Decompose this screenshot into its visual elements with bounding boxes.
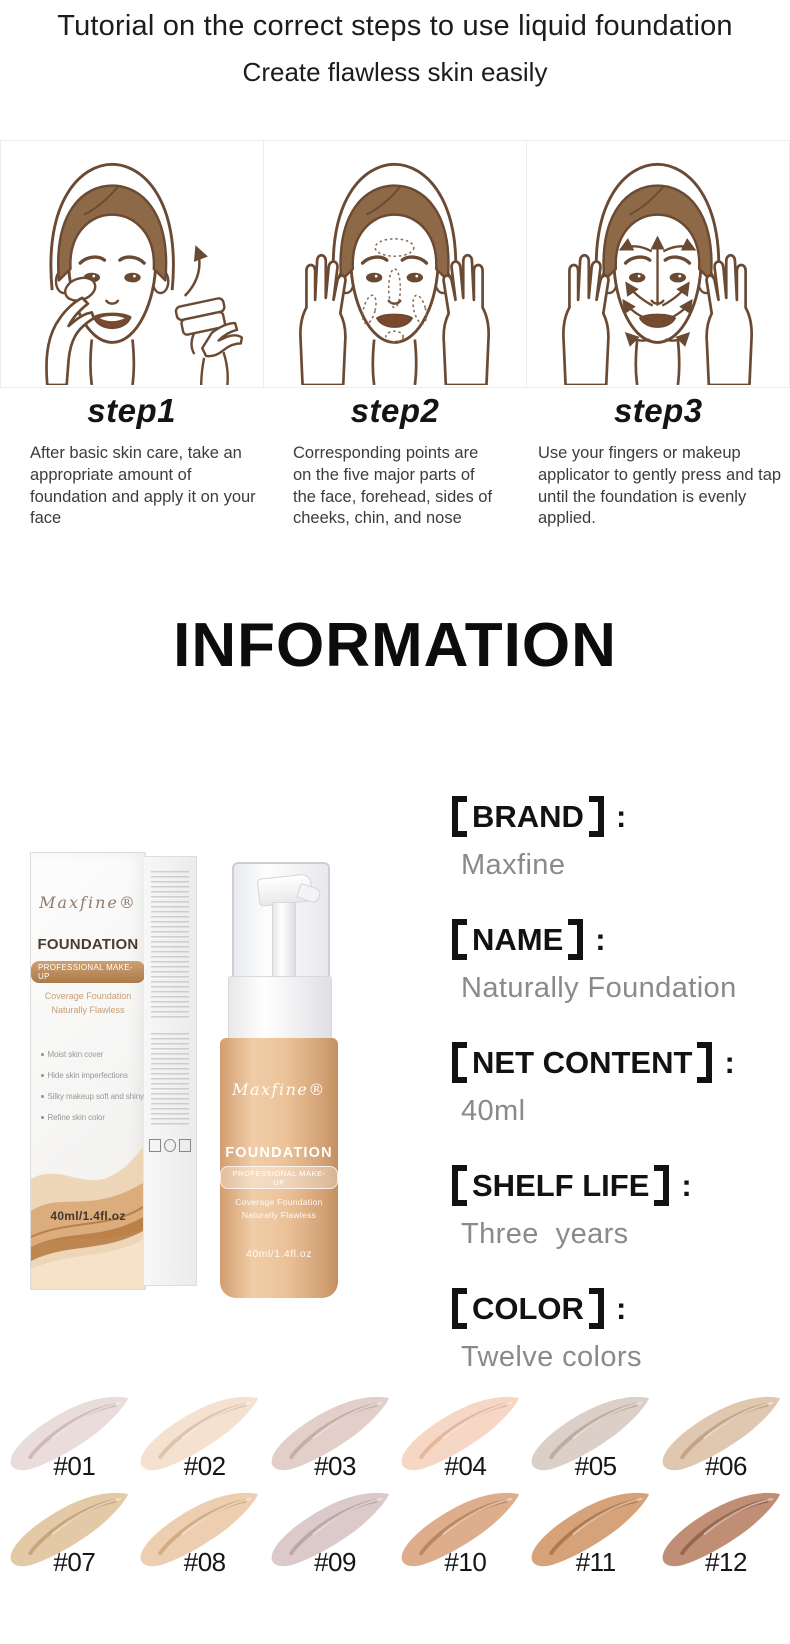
bracket-right <box>654 1165 669 1206</box>
bracket-left <box>452 1165 467 1206</box>
box-title: FOUNDATION <box>37 936 139 953</box>
shade-label: #03 <box>314 1451 356 1481</box>
bracket-left <box>452 1042 467 1083</box>
shade-swatch <box>395 1484 525 1580</box>
field-label: NET CONTENT <box>472 1044 693 1080</box>
step3-figure <box>526 140 790 388</box>
shade-swatch <box>4 1388 134 1484</box>
bottle-body <box>220 1038 338 1298</box>
shade-swatch <box>525 1484 655 1580</box>
step2-figure <box>263 140 527 388</box>
info-field-brand: BRAND : Maxfine <box>452 796 788 882</box>
bottle-title: FOUNDATION <box>225 1145 333 1161</box>
bottle-volume: 40ml/1.4fl.oz <box>245 1248 313 1260</box>
page-subtitle: Create flawless skin easily <box>242 57 548 87</box>
field-label: SHELF LIFE <box>472 1167 650 1203</box>
field-value: Three years <box>461 1218 629 1250</box>
box-side-text-block <box>151 1033 189 1125</box>
step3-label: step3 <box>613 392 703 429</box>
shade-swatch <box>525 1388 655 1484</box>
box-subtitle-badge: PROFESSIONAL MAKE-UP <box>31 961 145 983</box>
bottle-tagline-1: Coverage Foundation <box>235 1197 323 1207</box>
shade-swatch <box>134 1484 264 1580</box>
box-side-text-block <box>151 871 189 1021</box>
step-descriptions <box>0 443 790 530</box>
box-certification-icons <box>144 1139 196 1152</box>
bottle-pump-stem <box>272 902 296 982</box>
step2-label: step2 <box>350 392 440 429</box>
shade-swatch-row-1 <box>4 1388 786 1484</box>
shade-swatch <box>265 1484 395 1580</box>
step3-illustration <box>530 143 786 385</box>
step1-description: After basic skin care, take an appropriate amount of foundation and apply it on your face <box>30 444 256 528</box>
product-box <box>30 852 146 1290</box>
shade-label: #11 <box>575 1547 616 1577</box>
recycle-icon <box>164 1139 176 1152</box>
shade-swatch <box>4 1484 134 1580</box>
step1-label: step1 <box>87 392 177 429</box>
box-feature: Silky makeup soft and shiny <box>41 1086 145 1107</box>
shade-swatch <box>265 1388 395 1484</box>
bullet-dot-icon <box>41 1053 44 1056</box>
step3-description: Use your fingers or makeup applicator to gently press and tap until the foundation is evenly applied. <box>538 444 782 528</box>
bullet-dot-icon <box>41 1095 44 1098</box>
step2-illustration <box>267 143 523 385</box>
bottle-brand-logo: Maxfine® <box>232 1080 326 1099</box>
shade-swatch <box>656 1484 786 1580</box>
bracket-left <box>452 1288 467 1329</box>
step1-figure <box>0 140 264 388</box>
bracket-left <box>452 796 467 837</box>
box-feature: Moist skin cover <box>41 1044 145 1065</box>
box-feature: Hide skin imperfections <box>41 1065 145 1086</box>
shade-label: #12 <box>705 1547 747 1577</box>
step-labels <box>0 392 790 430</box>
step1-illustration <box>4 143 260 385</box>
period-after-opening-icon <box>179 1139 191 1152</box>
jar-icon <box>149 1139 161 1152</box>
box-feature-list <box>41 1044 145 1128</box>
field-label: BRAND <box>472 798 584 834</box>
shade-swatch <box>134 1388 264 1484</box>
info-field-shelf-life: SHELF LIFE : Three years <box>452 1165 788 1251</box>
shade-label: #06 <box>705 1451 747 1481</box>
field-value: Maxfine <box>461 849 566 881</box>
bullet-dot-icon <box>41 1074 44 1077</box>
shade-swatch <box>395 1388 525 1484</box>
page-title: Tutorial on the correct steps to use liquid foundation <box>57 10 733 42</box>
bottle-collar <box>228 976 332 1040</box>
shade-label: #08 <box>183 1547 226 1577</box>
box-volume: 40ml/1.4fl.oz <box>50 1209 126 1223</box>
bracket-right <box>568 919 583 960</box>
shade-swatch-row-2 <box>4 1484 786 1580</box>
shade-label: #01 <box>53 1451 96 1481</box>
field-label: COLOR <box>472 1290 584 1326</box>
field-value: 40ml <box>461 1095 526 1127</box>
product-info-list <box>452 796 788 1411</box>
info-field-name: NAME : Naturally Foundation <box>452 919 788 1005</box>
bracket-right <box>697 1042 712 1083</box>
field-label: NAME <box>472 921 564 957</box>
product-box-side <box>144 856 197 1286</box>
bracket-left <box>452 919 467 960</box>
info-field-net-content: NET CONTENT : 40ml <box>452 1042 788 1128</box>
box-tagline-1: Coverage Foundation <box>44 991 132 1001</box>
box-brand-logo: Maxfine® <box>39 893 137 912</box>
info-field-color: COLOR : Twelve colors <box>452 1288 788 1374</box>
shade-label: #02 <box>183 1451 226 1481</box>
step2-description: Corresponding points are on the five major parts of the face, forehead, sides of cheeks, chin, and nose <box>293 444 493 528</box>
field-value: Naturally Foundation <box>461 972 737 1004</box>
shade-swatch <box>656 1388 786 1484</box>
box-feature: Refine skin color <box>41 1107 145 1128</box>
shade-label: #10 <box>444 1547 487 1577</box>
bottle-subtitle-badge: PROFESSIONAL MAKE-UP <box>220 1166 338 1189</box>
bracket-right <box>589 1288 604 1329</box>
product-section <box>0 780 790 1380</box>
shade-label: #07 <box>53 1547 96 1577</box>
shade-label: #04 <box>444 1451 487 1481</box>
box-tagline-2: Naturally Flawless <box>51 1004 125 1015</box>
box-swirl-graphic <box>31 1117 143 1289</box>
shade-label: #05 <box>574 1451 617 1481</box>
bracket-right <box>589 796 604 837</box>
field-value: Twelve colors <box>461 1341 642 1373</box>
step-illustrations <box>0 140 790 388</box>
bottle-tagline-2: Naturally Flawless <box>241 1210 317 1221</box>
shade-label: #09 <box>314 1547 356 1577</box>
information-heading: INFORMATION <box>173 611 617 680</box>
